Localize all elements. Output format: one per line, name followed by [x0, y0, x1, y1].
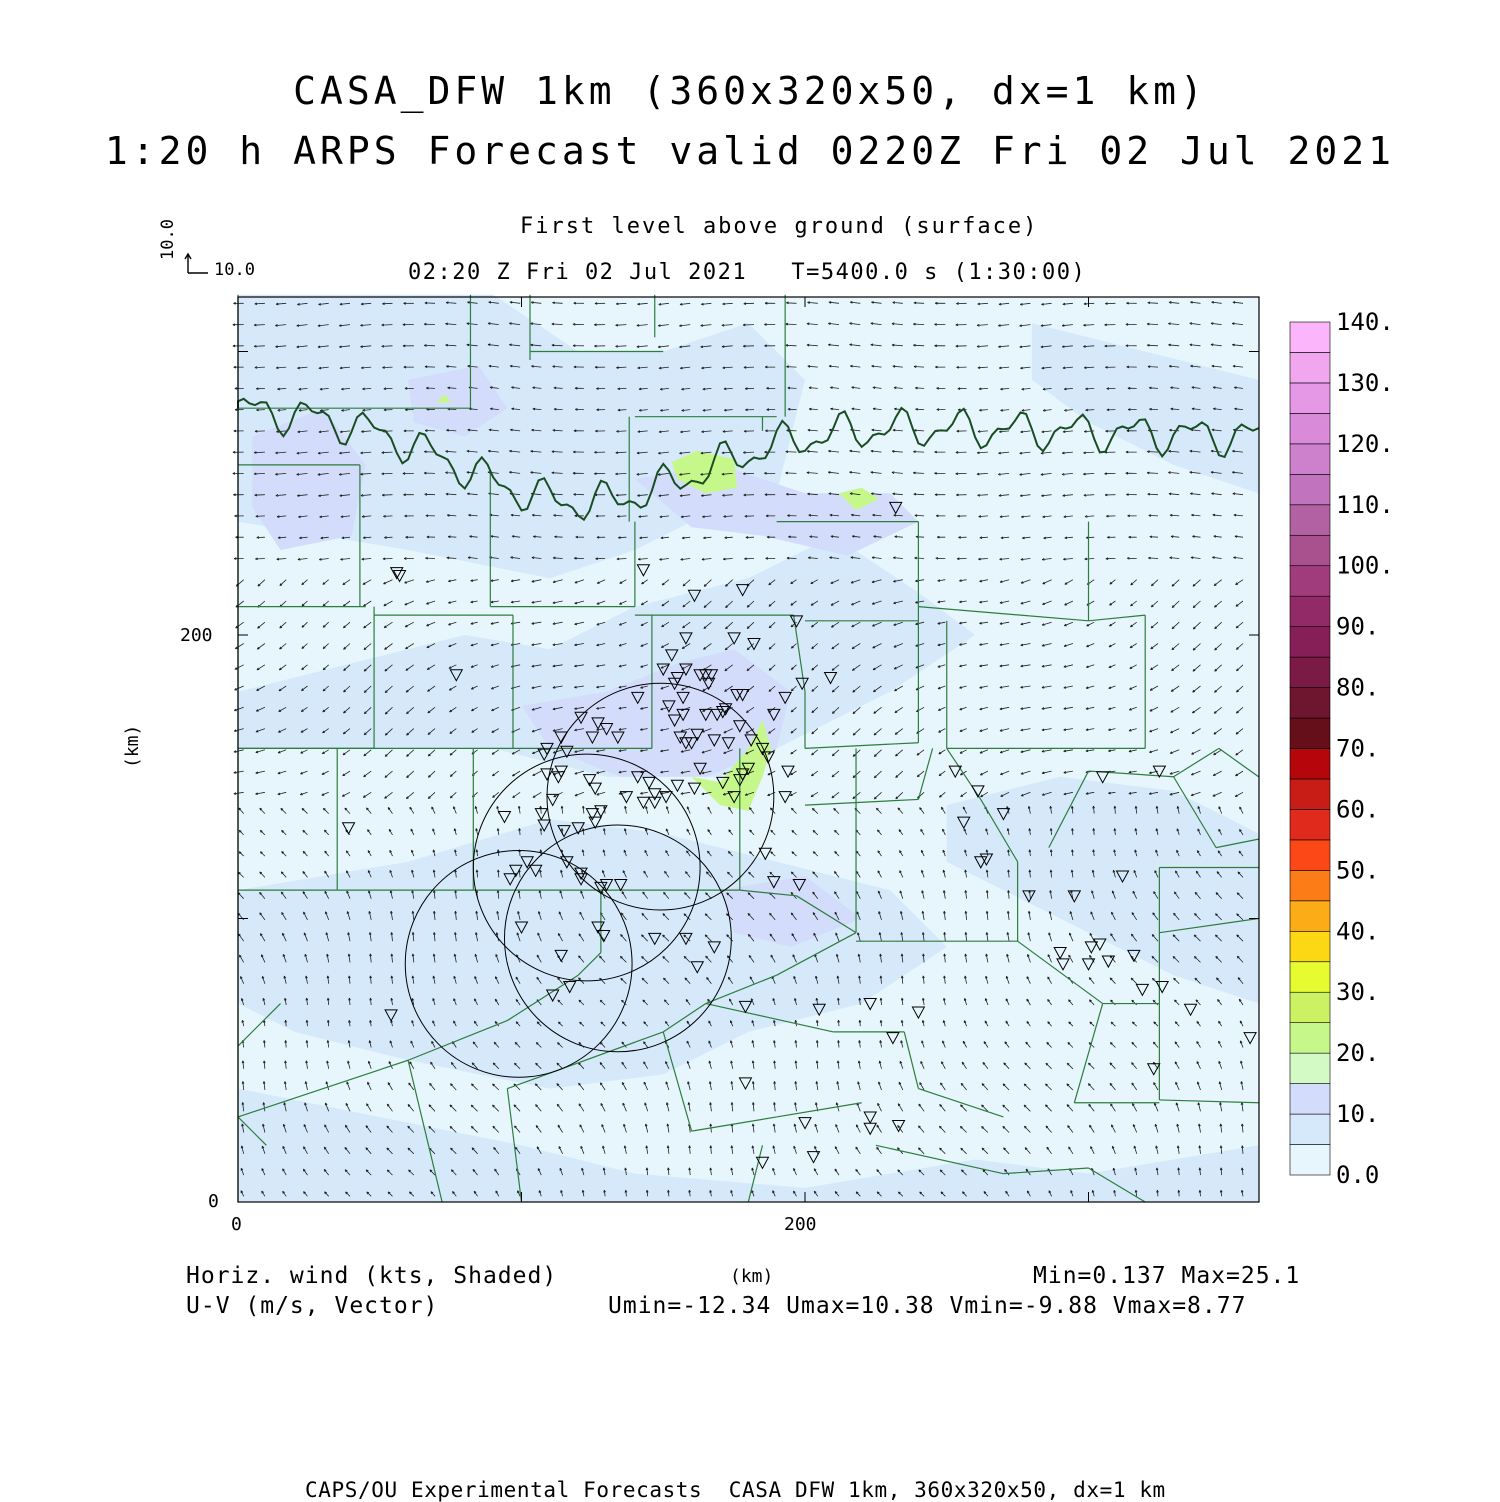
colorbar-swatch [1290, 840, 1330, 870]
colorbar-label: 20. [1336, 1039, 1380, 1068]
reference-vector-icon [185, 254, 208, 273]
colorbar-swatch [1290, 1084, 1330, 1114]
colorbar-swatch [1290, 870, 1330, 900]
colorbar-label: 110. [1336, 490, 1394, 519]
colorbar-swatch [1290, 566, 1330, 596]
colorbar-swatch [1290, 474, 1330, 504]
y-axis-label: (km) [122, 724, 143, 768]
colorbar-label: 40. [1336, 917, 1380, 946]
colorbar-swatch [1290, 809, 1330, 839]
colorbar-swatch [1290, 657, 1330, 687]
y-tick-0: 0 [208, 1191, 219, 1212]
colorbar [1290, 308, 1394, 1189]
y-tick-200: 200 [180, 625, 213, 646]
colorbar-swatch [1290, 1145, 1330, 1175]
colorbar-swatch [1290, 596, 1330, 626]
colorbar-swatch [1290, 1053, 1330, 1083]
colorbar-label: 0.0 [1336, 1161, 1380, 1189]
colorbar-swatch [1290, 749, 1330, 779]
colorbar-swatch [1290, 444, 1330, 474]
main-title: CASA_DFW 1km (360x320x50, dx=1 km) [293, 69, 1207, 113]
colorbar-swatch [1290, 962, 1330, 992]
colorbar-swatch [1290, 779, 1330, 809]
colorbar-swatch [1290, 992, 1330, 1022]
x-tick-0: 0 [231, 1214, 242, 1235]
x-axis-label: (km) [730, 1266, 774, 1287]
colorbar-swatch [1290, 322, 1330, 352]
colorbar-label: 30. [1336, 978, 1380, 1007]
level-subtitle: First level above ground (surface) [520, 214, 1039, 239]
forecast-title: 1:20 h ARPS Forecast valid 0220Z Fri 02 Jul 2021 [104, 129, 1396, 173]
colorbar-swatch [1290, 505, 1330, 535]
colorbar-swatch [1290, 931, 1330, 961]
colorbar-label: 80. [1336, 673, 1380, 702]
uv-range-label: Umin=-12.34 Umax=10.38 Vmin=-9.88 Vmax=8.77 [608, 1293, 1247, 1319]
reference-vector-horizontal-label: 10.0 [214, 260, 255, 280]
colorbar-label: 140. [1336, 308, 1394, 336]
min-max-label: Min=0.137 Max=25.1 [1033, 1263, 1301, 1289]
colorbar-swatch [1290, 901, 1330, 931]
colorbar-label: 120. [1336, 429, 1394, 458]
colorbar-label: 60. [1336, 795, 1380, 824]
colorbar-swatch [1290, 1114, 1330, 1144]
shaded-variable-label: Horiz. wind (kts, Shaded) [186, 1263, 558, 1289]
time-subtitle: 02:20 Z Fri 02 Jul 2021 T=5400.0 s (1:30:00) [408, 260, 1087, 285]
colorbar-label: 70. [1336, 734, 1380, 763]
colorbar-swatch [1290, 1023, 1330, 1053]
colorbar-label: 10. [1336, 1100, 1380, 1129]
colorbar-label: 50. [1336, 856, 1380, 885]
colorbar-swatch [1290, 718, 1330, 748]
x-tick-200: 200 [784, 1214, 817, 1235]
vector-variable-label: U-V (m/s, Vector) [186, 1293, 439, 1319]
reference-vector-vertical-label: 10.0 [158, 219, 178, 260]
credit-line: CAPS/OU Experimental Forecasts CASA DFW 1km, 360x320x50, dx=1 km [305, 1478, 1166, 1502]
colorbar-label: 90. [1336, 612, 1380, 641]
colorbar-swatch [1290, 352, 1330, 382]
colorbar-swatch [1290, 688, 1330, 718]
colorbar-swatch [1290, 383, 1330, 413]
colorbar-label: 100. [1336, 551, 1394, 580]
colorbar-swatch [1290, 535, 1330, 565]
colorbar-label: 130. [1336, 368, 1394, 397]
colorbar-swatch [1290, 413, 1330, 443]
colorbar-swatch [1290, 627, 1330, 657]
